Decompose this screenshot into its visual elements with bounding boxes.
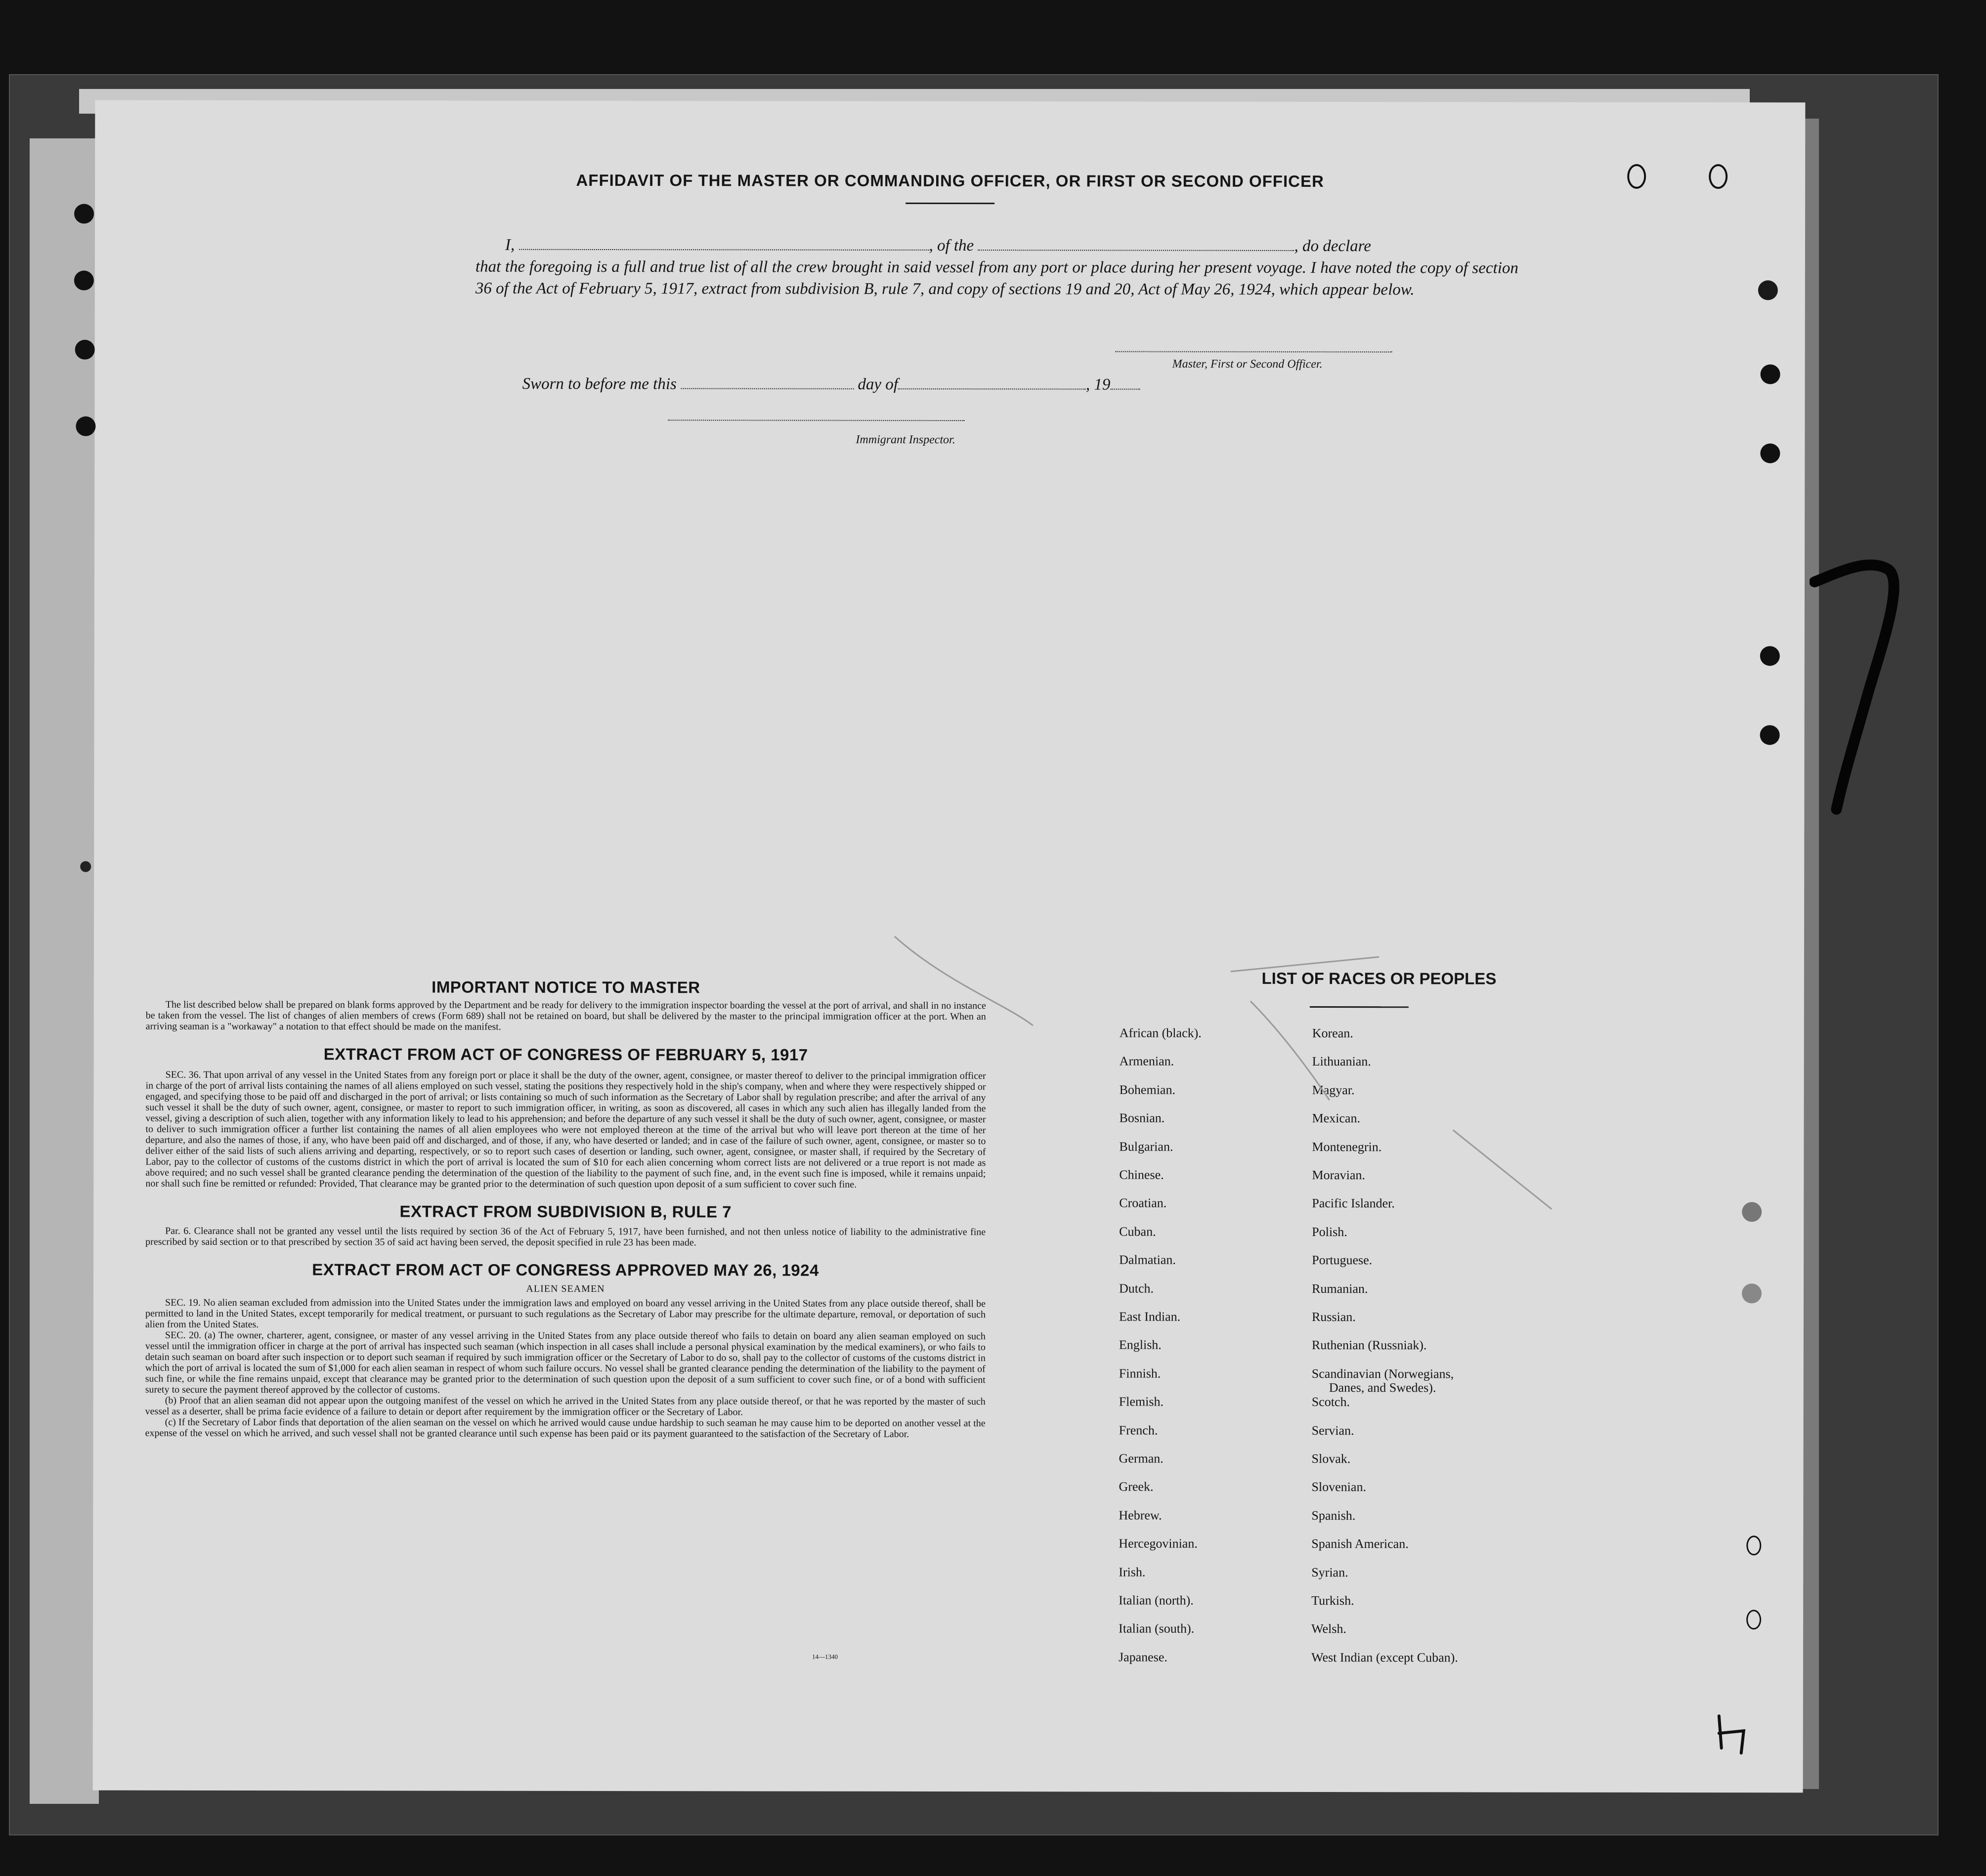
inspector-signature-line xyxy=(668,420,964,421)
vessel-name-blank xyxy=(978,237,1294,251)
race-item: Portuguese. xyxy=(1312,1253,1373,1268)
section-20c: (c) If the Secretary of Labor finds that deportation of the alien seaman on the vessel on which he arrived would cause undue hardship to such seaman he may cause him to be deported on another vessel at the expense of the vessel on which he arrived, and such vessel shall not be granted clearance until such expense has been paid or its payment guaranteed to the satisfaction of the Secretary of Labor. xyxy=(145,1416,986,1440)
race-item: Rumanian. xyxy=(1312,1281,1368,1296)
section-19: SEC. 19. No alien seaman excluded from admission into the United States under the immigration laws and employed on board any vessel arriving in the United States from any place outside thereof, shall be permitted to land in the United States, except temporarily for medical treatment, or pursuant to such regulations as the Secretary of Labor may prescribe for the ultimate departure, removal, or deportation of such alien from the United States. xyxy=(145,1297,986,1330)
sworn-prefix: Sworn to before me this xyxy=(522,375,677,393)
race-item: African (black). xyxy=(1119,1025,1202,1040)
of-the-label: , of the xyxy=(929,236,974,255)
race-item: Italian (south). xyxy=(1119,1621,1195,1636)
race-item: Dutch. xyxy=(1119,1281,1154,1296)
race-item: English. xyxy=(1119,1337,1162,1352)
section-20b: (b) Proof that an alien seaman did not appear upon the outgoing manifest of the vessel on which he arrived in the United States from any place outside thereof, or that he was reported by the master of such vessel as a deserter, shall be prima facie evidence of a failure to detain or deport after requirement by the immigration officer or the Secretary of Labor. xyxy=(145,1395,986,1418)
affiant-name-blank xyxy=(518,236,929,251)
title-underline xyxy=(906,203,994,204)
extract-1924-title: EXTRACT FROM ACT OF CONGRESS APPROVED MAY 26, 1924 xyxy=(312,1260,819,1279)
sworn-line xyxy=(522,375,1140,394)
affidavit-page xyxy=(93,100,1806,1793)
binder-hole xyxy=(1760,725,1780,745)
page-edge-left xyxy=(30,138,99,1804)
race-item: French. xyxy=(1119,1423,1158,1438)
notices-column xyxy=(145,978,986,1440)
notice-title: IMPORTANT NOTICE TO MASTER xyxy=(432,978,700,997)
race-item: Slovak. xyxy=(1311,1451,1351,1466)
extract-rule7-title: EXTRACT FROM SUBDIVISION B, RULE 7 xyxy=(399,1202,732,1221)
race-item: Bohemian. xyxy=(1119,1082,1175,1097)
day-of-label: day of xyxy=(858,375,898,393)
race-item: Pacific Islander. xyxy=(1312,1196,1395,1211)
race-item: Bulgarian. xyxy=(1119,1139,1173,1154)
binder-hole xyxy=(1760,646,1780,666)
sworn-day-blank xyxy=(681,375,854,389)
race-item: Servian. xyxy=(1311,1423,1354,1438)
extract-1917-text: SEC. 36. That upon arrival of any vessel in the United States from any foreign port or place it shall be the duty of the owner, agent, consignee, or master thereof to deliver to the principal immigration officer in charge of the port of arrival lists containing the names of all aliens employed on such vessel, stating the positions they respectively hold in the ship's company, when and where they were respectively shipped or engaged, and specifying those to be paid off and discharged in the port of arrival; or lists containing so much of such information as the Secretary of Labor shall by regulation prescribe; and after the arrival of any such vessel it shall be the duty of such owner, agent, consignee, or master to report to such immigration officer, in writing, as soon as discovered, all cases in which any such alien has illegally landed from the vessel, giving a description of such alien, together with any information likely to lead to his apprehension; and before the departure of any such vessel it shall be the duty of such owner, agent, consignee, or master to deliver to such immigration officer a further list containing the names of all alien employees who were not employed thereon at the time of the arrival but who will leave port thereon at the time of her departure, and also the names of those, if any, who have been paid off and discharged, and of those, if any, who have deserted or landed; and in case of the failure of such owner, agent, consignee, or master so to deliver either of the said lists of such aliens arriving and departing, respectively, or so to report such cases of desertion or landing, such owner, agent, consignee, or master shall, if required by the Secretary of Labor, pay to the collector of customs of the customs district in which the port of arrival is located the sum of $10 for each alien concerning whom correct lists are not delivered or a true report is not made as above required; and no such vessel shall be granted clearance pending the determination of the question of the liability to the payment of such fine, and, in the event such fine is imposed, while it remains unpaid; nor shall such fine be remitted or refunded: Provided, That clearance may be granted prior to the determination of such question upon deposit of a sum sufficient to cover such fine. xyxy=(145,1069,986,1190)
race-item: Bosnian. xyxy=(1119,1110,1165,1125)
race-item: Armenian. xyxy=(1119,1054,1174,1069)
binder-hole xyxy=(80,861,91,872)
race-item: Slovenian. xyxy=(1311,1480,1366,1494)
extract-rule7-text: Par. 6. Clearance shall not be granted any vessel until the lists required by section 36 of the Act of February 5, 1917, have been furnished, and not then unless notice of liability to the administrative fine prescribed by said section or to that prescribed by section 35 of said act having been served, the deposit specified in rule 23 has been made. xyxy=(145,1225,986,1248)
race-item: Cuban. xyxy=(1119,1224,1156,1239)
race-item: German. xyxy=(1119,1451,1164,1466)
race-item: Welsh. xyxy=(1311,1621,1346,1636)
binder-hole xyxy=(1742,1283,1762,1303)
inspector-label: Immigrant Inspector. xyxy=(856,433,955,447)
race-item: Hercegovinian. xyxy=(1119,1536,1198,1551)
binder-hole xyxy=(1742,1202,1762,1222)
affidavit-body-text: that the foregoing is a full and true list of all the crew brought in said vessel from any port or place during her present voyage. I have noted the copy of section 36 of the Act of February 5, 1917, extract from subdivision B, rule 7, and copy of sections 19 and 20, Act of May 26, 1924, which appear below. xyxy=(475,257,1518,299)
pencil-scribble xyxy=(884,932,1577,1239)
race-item: Polish. xyxy=(1312,1224,1347,1239)
race-item: Syrian. xyxy=(1311,1565,1348,1579)
race-item: Moravian. xyxy=(1312,1168,1365,1183)
race-item: Montenegrin. xyxy=(1312,1139,1382,1154)
race-item: Chinese. xyxy=(1119,1167,1164,1182)
race-item: Scandinavian (Norwegians, xyxy=(1311,1366,1454,1381)
binder-hole-open xyxy=(1746,1610,1761,1629)
alien-seamen-subtitle: ALIEN SEAMEN xyxy=(526,1283,605,1295)
race-item: Spanish. xyxy=(1311,1508,1356,1523)
race-item: Ruthenian (Russniak). xyxy=(1311,1338,1427,1353)
race-item: Korean. xyxy=(1312,1026,1353,1041)
race-item: Croatian. xyxy=(1119,1195,1167,1211)
do-declare-label: , do declare xyxy=(1294,237,1371,256)
race-item: Russian. xyxy=(1311,1310,1356,1324)
master-signature-label: Master, First or Second Officer. xyxy=(1172,357,1323,371)
binder-hole xyxy=(74,204,94,224)
affiant-prefix: I, xyxy=(505,236,515,254)
race-item: Spanish American. xyxy=(1311,1536,1409,1551)
race-item: East Indian. xyxy=(1119,1309,1181,1324)
binder-hole xyxy=(1760,443,1780,463)
form-code: 14—1340 xyxy=(812,1653,838,1661)
race-item: Scotch. xyxy=(1311,1395,1350,1409)
sworn-month-blank xyxy=(898,376,1086,390)
binder-hole-open xyxy=(1746,1535,1761,1555)
binder-hole xyxy=(76,417,95,436)
race-item: Dalmatian. xyxy=(1119,1252,1176,1267)
race-item: West Indian (except Cuban). xyxy=(1311,1650,1458,1665)
race-item: Lithuanian. xyxy=(1312,1054,1371,1069)
race-item: Italian (north). xyxy=(1119,1593,1194,1608)
race-item: Finnish. xyxy=(1119,1366,1161,1381)
race-item: Turkish. xyxy=(1311,1593,1354,1608)
race-item: Magyar. xyxy=(1312,1082,1355,1097)
handwritten-check-mark xyxy=(1809,542,1908,819)
race-item: Greek. xyxy=(1119,1479,1154,1494)
handwritten-number-mark xyxy=(1714,1708,1754,1758)
race-item: Hebrew. xyxy=(1119,1508,1162,1523)
binder-hole xyxy=(74,271,94,291)
year-prefix: , 19 xyxy=(1085,376,1111,394)
race-item: Mexican. xyxy=(1312,1111,1361,1126)
master-signature-line xyxy=(1116,351,1392,352)
races-title: LIST OF RACES OR PEOPLES xyxy=(1261,969,1497,988)
affidavit-statement xyxy=(475,234,1518,301)
section-20a: SEC. 20. (a) The owner, charterer, agent, consignee, or master of any vessel arriving in the United States from any place outside thereof who fails to detain on board any alien seaman employed on such vessel until the immigration officer in charge at the port of arrival has inspected such seaman (which inspection in all cases shall include a personal physical examination by the medical examiners), or who fails to detain such seaman on board after such inspection or to deport such seaman if required by such immigration officer or the Secretary of Labor to do so, shall pay to the collector of customs of the customs district in which the port of arrival is located the sum of $1,000 for each alien seaman in respect of whom such failure occurs. No vessel shall be granted clearance pending the determination of the liability to the payment of such fine, or while the fine remains unpaid, except that clearance may be granted prior to the determination of such question upon the deposit of a sum sufficient to cover such fine, or of a bond with sufficient surety to secure the payment thereof approved by the collector of customs. xyxy=(145,1329,986,1396)
binder-hole xyxy=(1761,364,1780,384)
race-item: Danes, and Swedes). xyxy=(1329,1380,1436,1395)
binder-hole xyxy=(1758,280,1778,300)
notice-text: The list described below shall be prepared on blank forms approved by the Department and be ready for delivery to the immigration inspector boarding the vessel at the port of arrival, and shall in no instance be taken from the vessel. The list of changes of alien members of crews (Form 689) shall not be retained on board, but shall be delivered by the master to the principal immigration officer at the port. When an arriving seaman is a "workaway" a notation to that effect should be made on the manifest. xyxy=(145,999,986,1032)
race-item: Flemish. xyxy=(1119,1394,1164,1409)
sworn-year-blank xyxy=(1110,376,1140,389)
race-item: Irish. xyxy=(1119,1565,1146,1579)
race-item: Japanese. xyxy=(1118,1650,1167,1664)
extract-1924-text xyxy=(145,1297,986,1440)
affidavit-title: AFFIDAVIT OF THE MASTER OR COMMANDING OFFICER, OR FIRST OR SECOND OFFICER xyxy=(576,171,1324,191)
extract-1917-title: EXTRACT FROM ACT OF CONGRESS OF FEBRUARY 5, 1917 xyxy=(323,1045,808,1064)
binder-hole xyxy=(75,340,95,360)
